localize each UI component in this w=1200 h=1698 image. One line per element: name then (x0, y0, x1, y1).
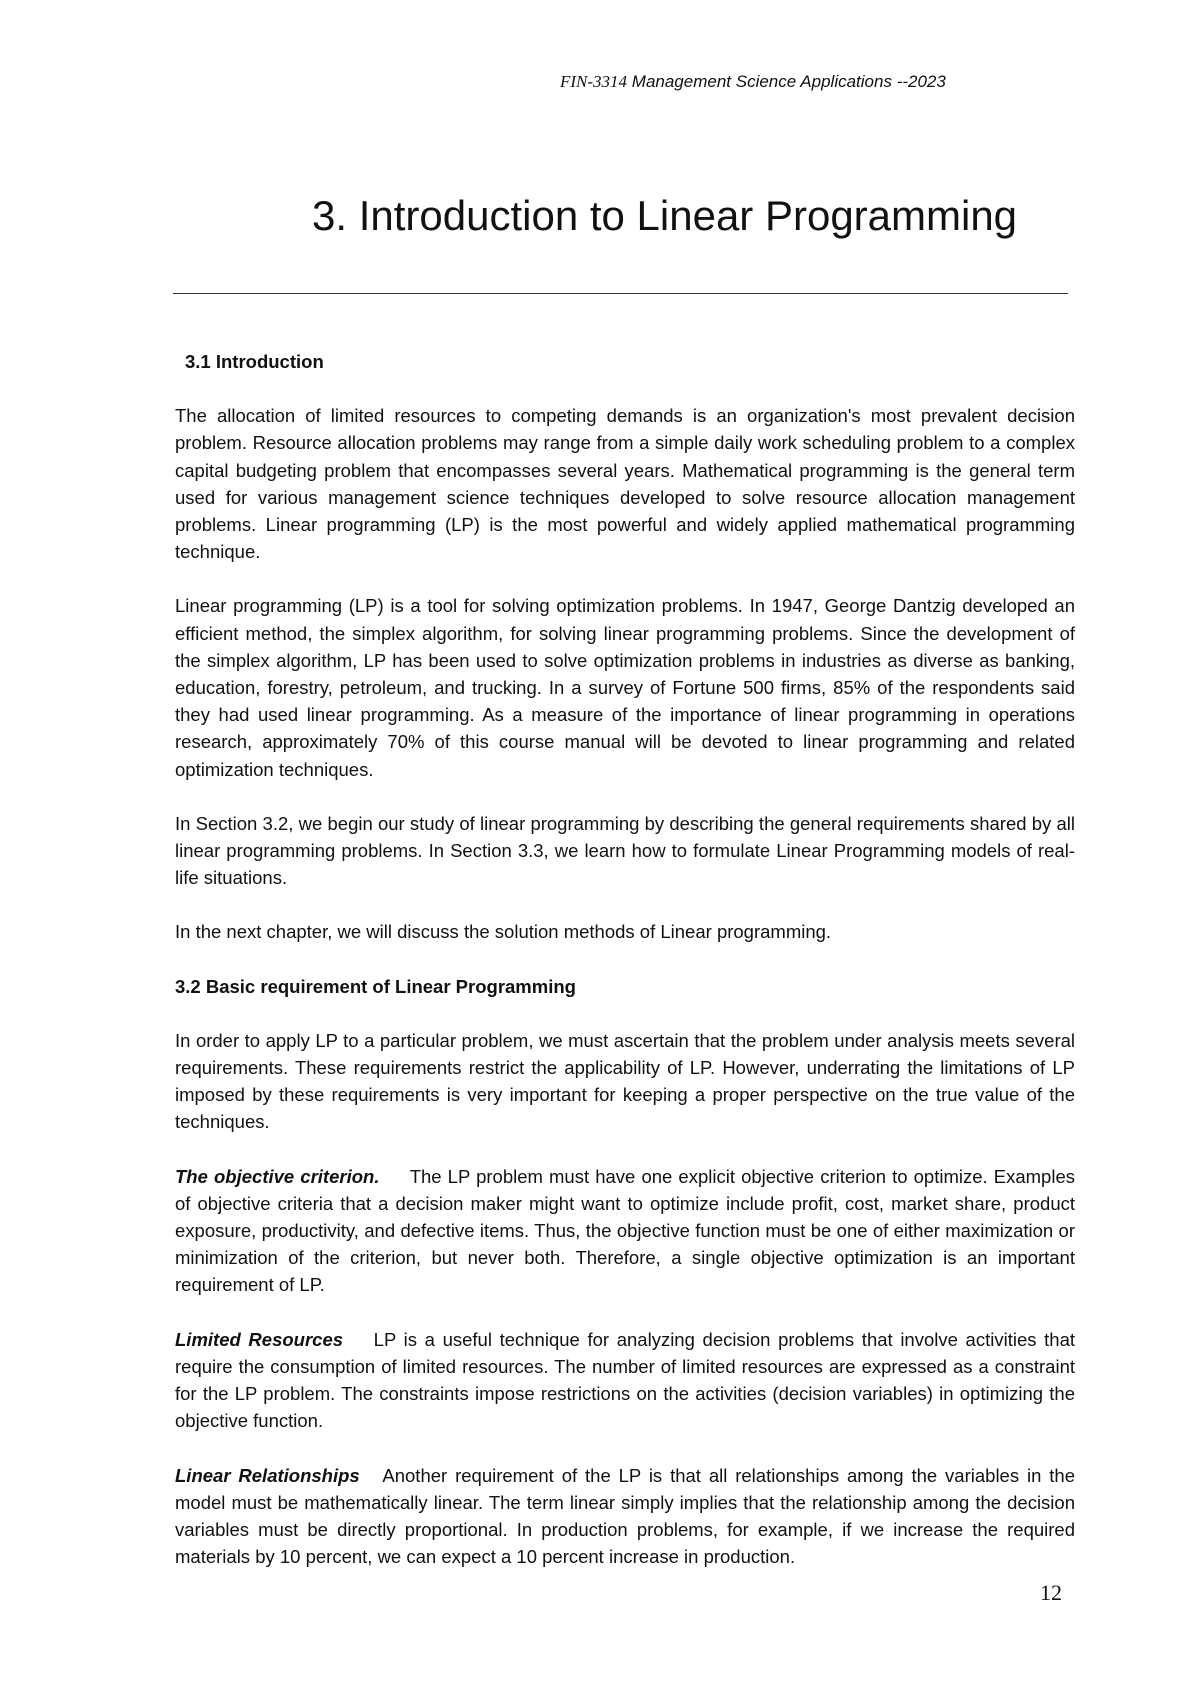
section-3-1-paragraph-4: In the next chapter, we will discuss the solution methods of Linear programming. (175, 921, 832, 943)
title-divider (173, 293, 1068, 294)
course-code: FIN-3314 (560, 72, 628, 91)
page-number: 12 (1040, 1580, 1062, 1605)
limited-resources-paragraph (175, 1326, 1075, 1435)
section-3-2-heading: 3.2 Basic requirement of Linear Programming (175, 975, 576, 997)
limited-resources-text: LP is a useful technique for analyzing decision problems that involve activities that require the consumption of limited resources. The number of limited resources are expressed as a constraint for the LP problem. The constraints impose restrictions on the activities (decision variables) in optimizing the objective function. (175, 1328, 1076, 1432)
page-body (175, 348, 1075, 1597)
section-3-1-heading: 3.1 Introduction (185, 351, 324, 372)
objective-criterion-lead: The objective criterion. (175, 1165, 380, 1187)
chapter-title: 3. Introduction to Linear Programming (312, 192, 1018, 239)
linear-relationships-lead: Linear Relationships (175, 1464, 360, 1486)
section-3-2-paragraph-1: In order to apply LP to a particular problem, we must ascertain that the problem under analysis meets several requirements. These requirements restrict the applicability of LP. However, underrating the limitations of LP imposed by these requirements is very important for keeping a proper perspective on the true value of the techniques. (175, 1029, 1075, 1133)
limited-resources-lead: Limited Resources (175, 1328, 344, 1350)
course-title: Management Science Applications --2023 (631, 72, 946, 91)
section-3-1-paragraph-3: In Section 3.2, we begin our study of linear programming by describing the general requirements shared by all linear programming problems. In Section 3.3, we learn how to formulate Linear Programming models of real-life situations. (175, 812, 1075, 889)
linear-relationships-paragraph (175, 1462, 1075, 1571)
running-header (560, 72, 960, 92)
section-3-1-paragraph-1: The allocation of limited resources to competing demands is an organization's most prevalent decision problem. Resource allocation problems may range from a simple daily work scheduling problem to a complex capital budgeting problem that encompasses several years. Mathematical programming is the general term used for various management science techniques developed to solve resource allocation management problems. Linear programming (LP) is the most powerful and widely applied mathematical programming technique. (175, 405, 1075, 563)
section-3-1-paragraph-2: Linear programming (LP) is a tool for solving optimization problems. In 1947, George Dantzig developed an efficient method, the simplex algorithm, for solving linear programming problems. Since the development of the simplex algorithm, LP has been used to solve optimization problems in industries as diverse as banking, education, forestry, petroleum, and trucking. In a survey of Fortune 500 firms, 85% of the respondents said they had used linear programming. As a measure of the importance of linear programming in operations research, approximately 70% of this course manual will be devoted to linear programming and related optimization techniques. (175, 595, 1075, 780)
objective-criterion-paragraph (175, 1163, 1075, 1299)
objective-criterion-text: The LP problem must have one explicit objective criterion to optimize. Examples of objective criteria that a decision maker might want to optimize include profit, cost, market share, product exposure, productivity, and defective items. Thus, the objective function must be one of either maximization or minimization of the criterion, but never both. Therefore, a single objective optimization is an important requirement of LP. (175, 1165, 1075, 1296)
linear-relationships-text: Another requirement of the LP is that all relationships among the variables in the model must be mathematically linear. The term linear simply implies that the relationship among the decision variables must be directly proportional. In production problems, for example, if we increase the required materials by 10 percent, we can expect a 10 percent increase in production. (175, 1464, 1075, 1568)
